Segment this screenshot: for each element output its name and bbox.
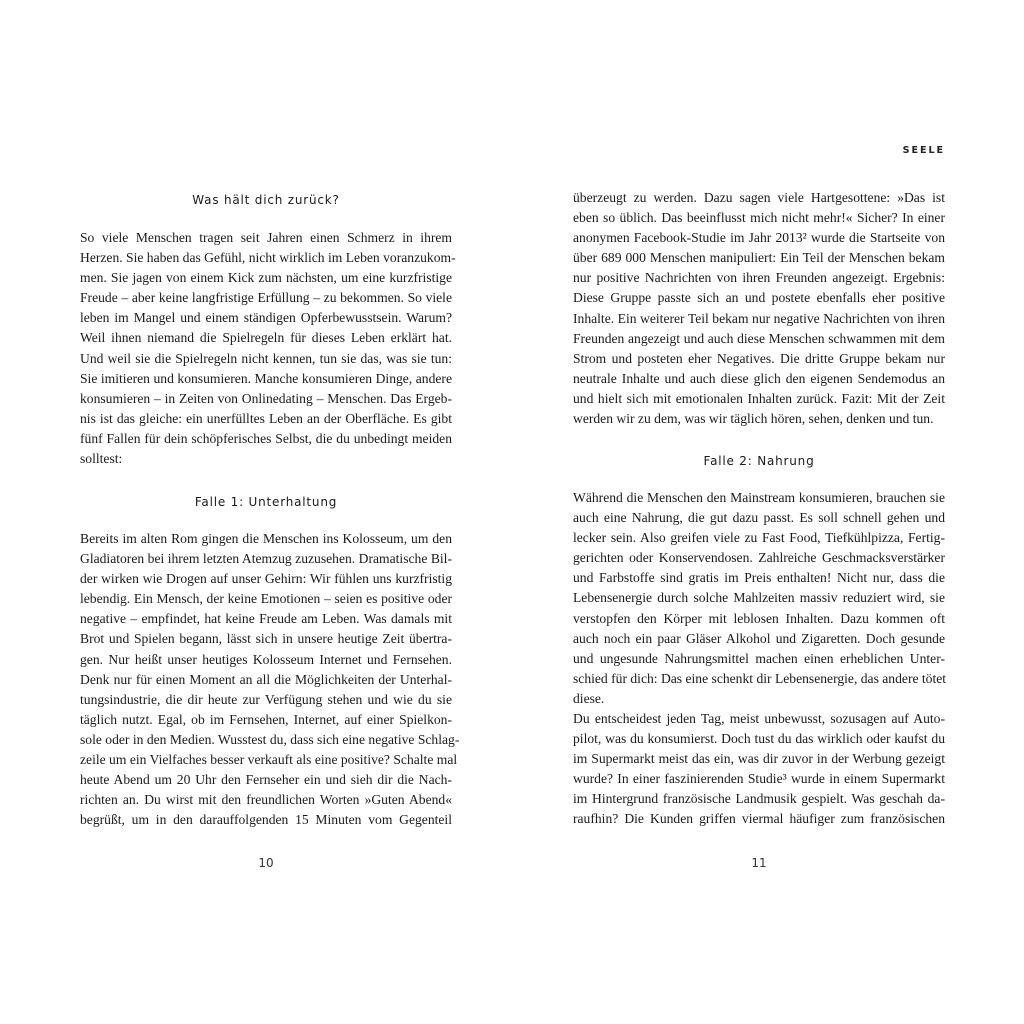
text-line: und Farbstoffe sind gratis im Preis enthalten! Nicht nur, dass die xyxy=(573,570,945,586)
text-line: gerichten oder Konservendosen. Zahlreiche Geschmacksverstärker xyxy=(573,550,945,566)
text-line: Freude – aber keine langfristige Erfüllung – zu bekommen. So viele xyxy=(80,290,452,306)
text-line: Inhalte. Ein weiterer Teil bekam nur negative Nachrichten von ihren xyxy=(573,310,945,326)
text-line: verstopfen den Körper mit leblosen Inhalten. Dazu kommen oft xyxy=(573,610,945,626)
text-line: Und weil sie die Spielregeln nicht kennen, tun sie das, was sie tun: xyxy=(80,350,452,366)
text-line: fünf Fallen für dein schöpferisches Selbst, die du unbedingt meiden xyxy=(80,430,452,446)
text-line: Freunden angezeigt und auch diese Menschen schwammen mit dem xyxy=(573,330,945,346)
text-line: tungsindustrie, die dir heute zur Verfügung stehen und wie du sie xyxy=(80,691,452,707)
body-paragraph xyxy=(80,529,460,830)
text-line: werden wir zu dem, was wir täglich hören, sehen, denken und tun. xyxy=(573,411,934,427)
page-number: 10 xyxy=(258,856,274,870)
text-line: Gladiatoren bei ihrem letzten Atemzug zuzusehen. Dramatische Bil- xyxy=(80,551,452,567)
text-line: der wirken wie Drogen auf unser Gehirn: Wir fühlen uns kurzfristig xyxy=(80,571,452,587)
body-paragraph xyxy=(573,709,945,830)
text-line: gen. Nur heißt unser heutiges Kolosseum Internet und Fernsehen. xyxy=(80,651,452,667)
text-line: lebendig. Ein Mensch, der keine Emotionen – seien es positive oder xyxy=(80,591,452,607)
section-heading: Was hält dich zurück? xyxy=(192,193,340,207)
text-line: eben so üblich. Das beeinflusst mich nicht mehr!« Sicher? In einer xyxy=(573,210,945,226)
text-line: überzeugt zu werden. Dazu sagen viele Hartgesottene: »Das ist xyxy=(573,190,945,205)
text-line: konsumieren – in Zeiten von Onlinedating – Menschen. Das Ergeb- xyxy=(80,390,452,406)
text-line: und hielt sich mit emotionalen Inhalten zurück. Fazit: Mit der Zeit xyxy=(573,390,945,406)
page-number: 11 xyxy=(751,856,767,870)
text-line: Diese Gruppe passte sich an und postete ebenfalls eher positive xyxy=(573,290,945,306)
text-line: sole oder in den Medien. Wusstest du, dass sich eine negative Schlag- xyxy=(80,731,460,747)
text-line: leben im Mangel und einem ständigen Opferbewusstsein. Warum? xyxy=(80,310,452,326)
text-line: und ungesunde Nahrungsmittel machen einen erheblichen Unter- xyxy=(573,650,945,666)
body-paragraph xyxy=(573,488,945,709)
text-line: Sie imitieren und konsumieren. Manche konsumieren Dinge, andere xyxy=(80,370,452,386)
text-line: lecker sein. Also greifen viele zu Fast Food, Tiefkühlpizza, Fertig- xyxy=(573,530,945,546)
body-paragraph xyxy=(80,228,456,469)
text-line: heute Abend um 20 Uhr den Fernseher ein und sieh dir die Nach- xyxy=(80,772,452,788)
text-line: im Supermarkt meist das ein, was dir zuvor in der Werbung gezeigt xyxy=(573,751,945,767)
text-line: Brot und Spielen begann, lässt sich in unsere heutige Zeit übertra- xyxy=(80,631,452,647)
subsection-heading: Falle 2: Nahrung xyxy=(703,454,815,468)
text-line: Herzen. Sie haben das Gefühl, nicht wirklich im Leben voranzukom- xyxy=(80,250,456,266)
text-line: auch noch ein paar Gläser Alkohol und Zigaretten. Doch gesunde xyxy=(573,630,945,646)
text-line: negative – empfindet, hat keine Freude am Leben. Was damals mit xyxy=(80,611,452,627)
text-line: Lebensenergie durch solche Mahlzeiten massiv reduziert wird, sie xyxy=(573,590,945,606)
right-page xyxy=(573,0,945,1024)
text-line: auch eine Nahrung, die gut dazu passt. Es soll schnell gehen und xyxy=(573,510,945,526)
text-line: wurde? In einer faszinierenden Studie³ wurde in einem Supermarkt xyxy=(573,771,945,787)
text-line: raufhin? Die Kunden griffen viermal häufiger zum französischen xyxy=(573,811,945,827)
text-line: Während die Menschen den Mainstream konsumieren, brauchen sie xyxy=(573,490,945,505)
body-paragraph xyxy=(573,188,945,429)
text-line: Weil ihnen niemand die Spielregeln für dieses Leben erklärt hat. xyxy=(80,330,452,346)
text-line: pilot, was du konsumierst. Doch tust du das wirklich oder kaufst du xyxy=(573,731,945,747)
left-page xyxy=(80,0,460,1024)
text-line: anonymen Facebook-Studie im Jahr 2013² wurde die Startseite von xyxy=(573,230,945,246)
text-line: zeile um ein Vielfaches besser verkauft als eine positive? Schalte mal xyxy=(80,752,458,768)
text-line: begrüßt, um in den darauffolgenden 15 Minuten vom Gegenteil xyxy=(80,812,452,828)
text-line: schied für dich: Das eine schenkt dir Lebensenergie, das andere tötet xyxy=(573,670,947,686)
subsection-heading: Falle 1: Unterhaltung xyxy=(194,495,338,509)
text-line: über 689 000 Menschen manipuliert: Ein Teil der Menschen bekam xyxy=(573,250,945,266)
text-line: Strom und posteten eher Negatives. Die dritte Gruppe bekam nur xyxy=(573,350,945,366)
text-line: solltest: xyxy=(80,451,123,467)
text-line: Du entscheidest jeden Tag, meist unbewusst, sozusagen auf Auto- xyxy=(573,711,945,726)
text-line: nis ist das gleiche: ein unerfülltes Leben an der Oberfläche. Es gibt xyxy=(80,410,452,426)
text-line: Denk nur für einen Moment an all die Möglichkeiten der Unterhal- xyxy=(80,671,452,687)
running-head: SEELE xyxy=(902,145,945,156)
text-line: täglich nutzt. Egal, ob im Fernsehen, Internet, auf einer Spielkon- xyxy=(80,711,452,727)
text-line: im Hintergrund französische Landmusik gespielt. Was geschah da- xyxy=(573,791,945,807)
text-line: Bereits im alten Rom gingen die Menschen ins Kolosseum, um den xyxy=(80,531,452,546)
text-line: men. Sie jagen von einem Kick zum nächsten, um eine kurzfristige xyxy=(80,270,452,286)
text-line: richten an. Du wirst mit den freundlichen Worten »Guten Abend« xyxy=(80,792,452,808)
text-line: nur positive Nachrichten von ihren Freunden angezeigt. Ergebnis: xyxy=(573,270,945,286)
text-line: neutrale Inhalte und auch diese glich den eigenen Sendemodus an xyxy=(573,370,945,386)
text-line: So viele Menschen tragen seit Jahren einen Schmerz in ihrem xyxy=(80,230,452,245)
text-line: diese. xyxy=(573,690,605,706)
